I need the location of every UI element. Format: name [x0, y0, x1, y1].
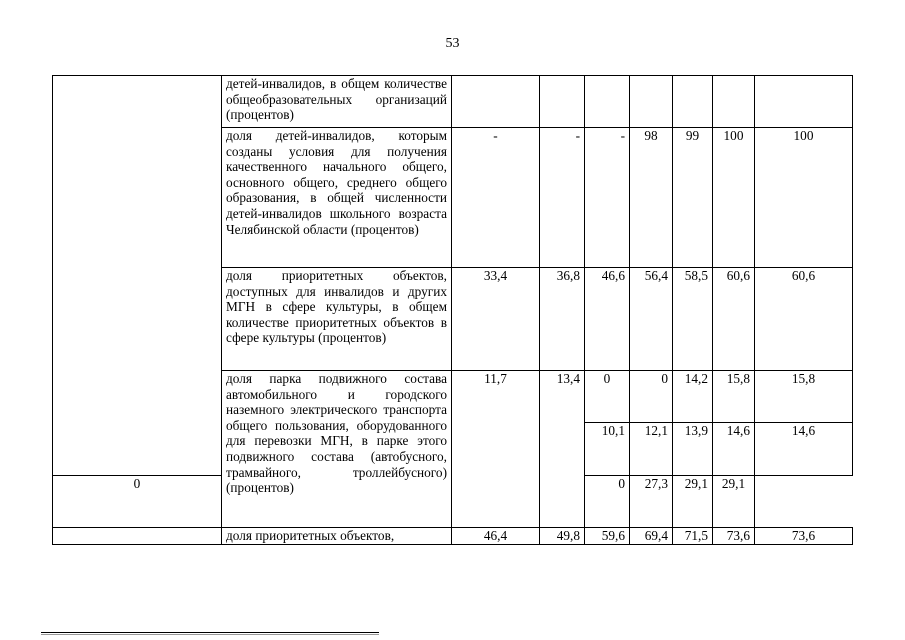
- indicator-description: доля парка подвижного состава автомобильного и городского наземного электрического транспорта общего пользования, оборудованного для перевозки МГН, в парке этого подвижного состава (автобусного, трамвайного, троллейбусного) (процентов): [222, 371, 452, 528]
- value-cell: 29,1: [673, 476, 713, 528]
- value-cell: 14,6: [713, 423, 755, 476]
- value-cell: 15,8: [713, 371, 755, 423]
- value-cell: 11,7: [452, 371, 540, 528]
- value-cell: 10,1: [585, 423, 630, 476]
- value-cell: 33,4: [452, 268, 540, 371]
- value-cell: -: [540, 128, 585, 268]
- page-number: 53: [445, 36, 460, 51]
- value-cell: [755, 76, 853, 128]
- value-cell: -: [452, 128, 540, 268]
- value-cell: [585, 76, 630, 128]
- value-cell: 99: [673, 128, 713, 268]
- program-cell: [53, 76, 222, 476]
- value-cell: 0: [585, 476, 630, 528]
- value-cell: 0: [585, 371, 630, 423]
- value-cell: 14,6: [755, 423, 853, 476]
- value-cell: 13,9: [673, 423, 713, 476]
- footnote-rule: [41, 632, 379, 633]
- value-cell: 12,1: [630, 423, 673, 476]
- value-cell: 29,1: [713, 476, 755, 528]
- value-cell: 73,6: [755, 528, 853, 545]
- value-cell: 69,4: [630, 528, 673, 545]
- value-cell: 15,8: [755, 371, 853, 423]
- indicator-description: доля приоритетных объектов, доступных для инвалидов и других МГН в сфере культуры, в общем количестве приоритетных объектов в сфере культуры (процентов): [222, 268, 452, 371]
- value-cell: 0: [53, 476, 222, 528]
- value-cell: 13,4: [540, 371, 585, 528]
- value-cell: 36,8: [540, 268, 585, 371]
- table-row: [53, 528, 853, 545]
- value-cell: 46,4: [452, 528, 540, 545]
- value-cell: -: [585, 128, 630, 268]
- value-cell: [673, 76, 713, 128]
- value-cell: [540, 76, 585, 128]
- value-cell: 73,6: [713, 528, 755, 545]
- value-cell: 0: [630, 371, 673, 423]
- value-cell: 60,6: [755, 268, 853, 371]
- value-cell: 46,6: [585, 268, 630, 371]
- value-cell: 14,2: [673, 371, 713, 423]
- value-cell: [630, 76, 673, 128]
- indicator-table: [52, 75, 853, 545]
- value-cell: 100: [755, 128, 853, 268]
- value-cell: 27,3: [630, 476, 673, 528]
- value-cell: 56,4: [630, 268, 673, 371]
- value-cell: 49,8: [540, 528, 585, 545]
- program-cell: [53, 528, 222, 545]
- value-cell: 60,6: [713, 268, 755, 371]
- value-cell: 100: [713, 128, 755, 268]
- indicator-description: доля приоритетных объектов,: [222, 528, 452, 545]
- value-cell: 98: [630, 128, 673, 268]
- value-cell: 71,5: [673, 528, 713, 545]
- value-cell: 59,6: [585, 528, 630, 545]
- value-cell: 58,5: [673, 268, 713, 371]
- indicator-description: детей-инвалидов, в общем количестве общеобразовательных организаций (процентов): [222, 76, 452, 128]
- value-cell: [713, 76, 755, 128]
- table-row: [53, 76, 853, 128]
- indicator-description: доля детей-инвалидов, которым созданы условия для получения качественного начального общего, основного общего, среднего общего образования, в общей численности детей-инвалидов школьного возраста Челябинской области (процентов): [222, 128, 452, 268]
- bottom-rule: [41, 634, 379, 635]
- value-cell: [452, 76, 540, 128]
